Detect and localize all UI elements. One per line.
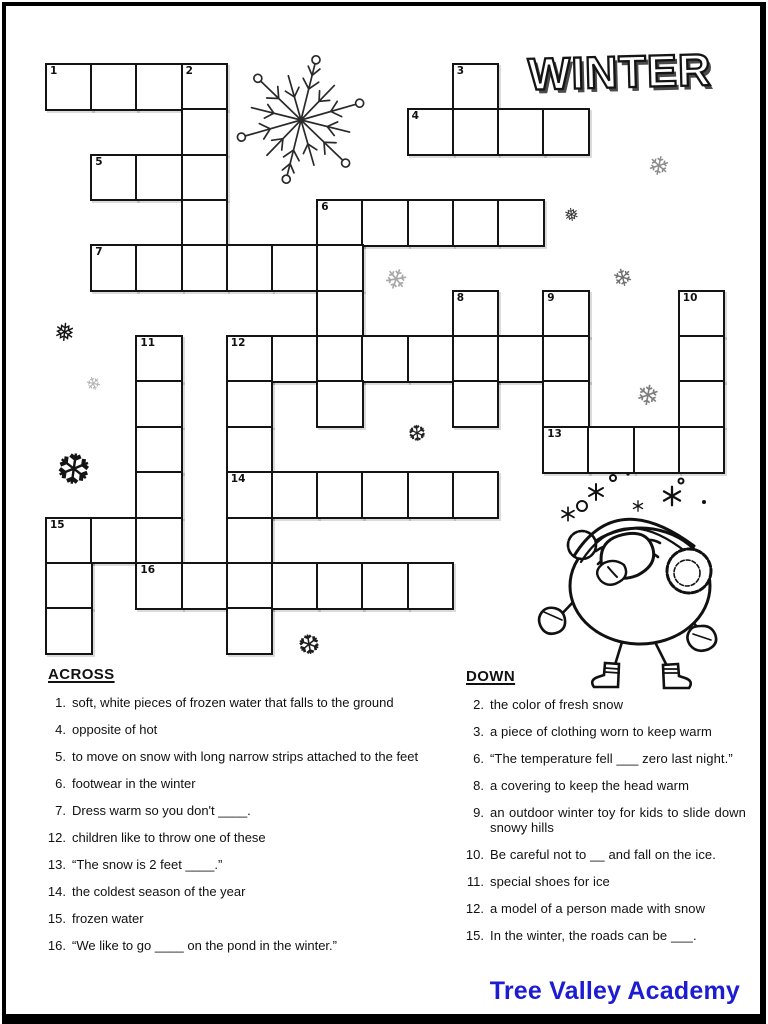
cell-number: 11 xyxy=(140,337,156,350)
cell-number: 13 xyxy=(547,427,562,440)
across-clue xyxy=(44,776,436,791)
clue-number: 4. xyxy=(55,722,66,737)
clue-text: In the winter, the roads can be ___. xyxy=(490,928,697,943)
crossword-cell[interactable] xyxy=(497,335,545,383)
down-clue xyxy=(462,724,746,739)
down-clue xyxy=(462,697,746,712)
crossword-cell[interactable] xyxy=(45,562,93,610)
crossword-cell[interactable] xyxy=(452,63,500,111)
clue-text: special shoes for ice xyxy=(490,874,610,889)
crossword-cell[interactable] xyxy=(226,380,274,428)
crossword-cell[interactable] xyxy=(316,380,364,428)
crossword-cell[interactable] xyxy=(45,607,93,655)
clue-text: a covering to keep the head warm xyxy=(490,778,690,793)
clue-number: 13. xyxy=(47,857,66,872)
crossword-cell[interactable] xyxy=(226,335,274,383)
down-heading: DOWN xyxy=(466,668,516,685)
snowflake-icon: ❆ xyxy=(52,443,95,496)
crossword-cell[interactable] xyxy=(361,471,409,519)
crossword-cell[interactable] xyxy=(226,471,274,519)
crossword-cell[interactable] xyxy=(135,63,183,111)
across-heading: ACROSS xyxy=(48,666,115,683)
clue-number: 16. xyxy=(47,938,66,953)
snowflake-icon: ❄ xyxy=(379,260,413,299)
down-clue xyxy=(462,901,746,916)
across-clue xyxy=(44,938,436,953)
clue-text: children like to throw one of these xyxy=(72,830,266,845)
clue-text: Dress warm so you don't ____. xyxy=(72,803,251,818)
clue-text: the color of fresh snow xyxy=(490,697,624,712)
crossword-cell[interactable] xyxy=(542,290,590,338)
across-section xyxy=(44,666,436,965)
snowflake-icon: ❆ xyxy=(294,627,323,662)
clue-number: 10. xyxy=(465,847,484,862)
clue-text: “The temperature fell ___ zero last night.” xyxy=(490,751,733,766)
across-clue xyxy=(44,803,436,818)
clue-number: 6. xyxy=(55,776,66,791)
cell-number: 15 xyxy=(50,518,65,531)
cell-number: 2 xyxy=(185,65,193,77)
down-clue xyxy=(462,805,746,835)
crossword-cell[interactable] xyxy=(452,108,500,156)
crossword-cell[interactable] xyxy=(361,335,409,383)
crossword-cell[interactable] xyxy=(316,562,364,610)
clue-number: 9. xyxy=(473,805,484,820)
clue-number: 5. xyxy=(55,749,66,764)
crossword-cell[interactable] xyxy=(135,335,183,383)
crossword-cell[interactable] xyxy=(316,290,364,338)
crossword-cell[interactable] xyxy=(407,199,455,247)
across-clue xyxy=(44,911,436,926)
cell-number: 4 xyxy=(411,110,419,123)
crossword-cell[interactable] xyxy=(678,335,726,383)
across-clue xyxy=(44,884,436,899)
clue-text: an outdoor winter toy for kids to slide down snowy hills xyxy=(490,805,746,835)
crossword-cell[interactable] xyxy=(497,199,545,247)
crossword-cell[interactable] xyxy=(45,63,93,111)
cell-number: 5 xyxy=(95,155,103,168)
across-clue xyxy=(44,695,436,710)
crossword-cell[interactable] xyxy=(135,517,183,565)
clue-text: opposite of hot xyxy=(72,722,158,737)
clue-text: a piece of clothing worn to keep warm xyxy=(490,724,712,739)
across-clue xyxy=(44,830,436,845)
crossword-cell[interactable] xyxy=(135,154,183,202)
crossword-cell[interactable] xyxy=(452,380,500,428)
crossword-cell[interactable] xyxy=(316,199,364,247)
cell-number: 12 xyxy=(230,337,246,350)
clue-text: “The snow is 2 feet ____.” xyxy=(72,857,223,872)
clue-text: to move on snow with long narrow strips attached to the feet xyxy=(72,749,419,764)
crossword-cell[interactable] xyxy=(407,335,455,383)
down-clue-list xyxy=(462,697,746,943)
crossword-cell[interactable] xyxy=(452,199,500,247)
crossword-cell[interactable] xyxy=(271,335,319,383)
crossword-cell[interactable] xyxy=(316,335,364,383)
down-section xyxy=(462,668,746,955)
crossword-cell[interactable] xyxy=(45,517,93,565)
crossword-cell[interactable] xyxy=(90,63,138,111)
clue-number: 1. xyxy=(55,695,66,710)
crossword-cell[interactable] xyxy=(316,244,364,292)
crossword-cell[interactable] xyxy=(271,471,319,519)
brand-footer: Tree Valley Academy xyxy=(489,977,740,1005)
crossword-cell[interactable] xyxy=(271,244,319,292)
cell-number: 9 xyxy=(547,291,555,304)
crossword-cell[interactable] xyxy=(226,244,274,292)
snowflake-icon: ❅ xyxy=(52,317,76,348)
clue-number: 14. xyxy=(47,884,66,899)
clue-number: 12. xyxy=(47,830,66,845)
crossword-cell[interactable] xyxy=(542,108,590,156)
across-clue xyxy=(44,722,436,737)
crossword-cell[interactable] xyxy=(542,426,590,474)
crossword-cell[interactable] xyxy=(135,562,183,610)
clue-text: a model of a person made with snow xyxy=(490,901,706,916)
crossword-cell[interactable] xyxy=(90,244,138,292)
clue-text: “We like to go ____ on the pond in the winter.” xyxy=(72,938,337,953)
clue-text: soft, white pieces of frozen water that falls to the ground xyxy=(72,695,394,710)
crossword-cell[interactable] xyxy=(226,562,274,610)
across-clue-list xyxy=(44,695,436,953)
cell-number: 8 xyxy=(456,291,465,304)
crossword-cell[interactable] xyxy=(361,562,409,610)
clue-number: 12. xyxy=(465,901,484,916)
crossword-cell[interactable] xyxy=(135,380,183,428)
cell-number: 1 xyxy=(50,65,58,77)
crossword-cell[interactable] xyxy=(407,471,455,519)
crossword-cell[interactable] xyxy=(587,426,635,474)
crossword-cell[interactable] xyxy=(226,517,274,565)
clue-number: 6. xyxy=(473,751,484,766)
crossword-cell[interactable] xyxy=(90,517,138,565)
down-clue xyxy=(462,874,746,889)
crossword-cell[interactable] xyxy=(361,199,409,247)
snowflake-icon: ❆ xyxy=(406,420,428,447)
crossword-cell[interactable] xyxy=(678,290,726,338)
clue-number: 11. xyxy=(466,874,484,889)
crossword-cell[interactable] xyxy=(226,426,274,474)
snowflake-icon: ❄ xyxy=(609,262,636,295)
across-clue xyxy=(44,749,436,764)
clue-text: Be careful not to __ and fall on the ice. xyxy=(490,847,716,862)
crossword-cell[interactable] xyxy=(226,607,274,655)
crossword-cell[interactable] xyxy=(452,335,500,383)
snowflake-icon: ❄ xyxy=(633,378,663,413)
crossword-cell[interactable] xyxy=(452,290,500,338)
crossword-cell[interactable] xyxy=(407,562,455,610)
snowflake-icon: ❄ xyxy=(83,372,104,396)
clue-number: 15. xyxy=(47,911,66,926)
clue-text: footwear in the winter xyxy=(72,776,196,791)
clue-number: 3. xyxy=(473,724,484,739)
cell-number: 16 xyxy=(140,563,156,576)
crossword-cell[interactable] xyxy=(181,199,229,247)
crossword-cell[interactable] xyxy=(542,380,590,428)
crossword-cell[interactable] xyxy=(135,471,183,519)
down-clue xyxy=(462,778,746,793)
snowflake-icon: ❅ xyxy=(562,204,581,226)
cell-number: 7 xyxy=(95,246,103,259)
crossword-cell[interactable] xyxy=(181,108,229,156)
crossword-cell[interactable] xyxy=(407,108,455,156)
cell-number: 14 xyxy=(230,473,246,486)
clue-text: frozen water xyxy=(72,911,144,926)
crossword-cell[interactable] xyxy=(181,63,229,111)
clue-number: 2. xyxy=(473,697,484,712)
cell-number: 6 xyxy=(321,201,329,214)
snowflake-icon: ❄ xyxy=(645,149,673,183)
crossword-cell[interactable] xyxy=(181,244,229,292)
down-clue xyxy=(462,751,746,766)
crossword-cell[interactable] xyxy=(90,154,138,202)
clue-number: 8. xyxy=(473,778,484,793)
page-title: WINTER xyxy=(527,43,713,100)
crossword-cell[interactable] xyxy=(181,562,229,610)
crossword-cell[interactable] xyxy=(316,471,364,519)
crossword-cell[interactable] xyxy=(135,244,183,292)
down-clue xyxy=(462,847,746,862)
clue-number: 15. xyxy=(465,928,484,943)
crossword-cell[interactable] xyxy=(271,562,319,610)
cell-number: 10 xyxy=(682,291,698,304)
crossword-cell[interactable] xyxy=(542,335,590,383)
falling-snow-icon xyxy=(562,472,706,520)
crossword-cell[interactable] xyxy=(678,380,726,428)
clue-text: the coldest season of the year xyxy=(72,884,246,899)
crossword-cell[interactable] xyxy=(633,426,681,474)
crossword-cell[interactable] xyxy=(678,426,726,474)
crossword-cell[interactable] xyxy=(135,426,183,474)
crossword-cell[interactable] xyxy=(452,471,500,519)
crossword-cell[interactable] xyxy=(181,154,229,202)
down-clue xyxy=(462,928,746,943)
clue-number: 7. xyxy=(55,803,66,818)
across-clue xyxy=(44,857,436,872)
cell-number: 3 xyxy=(456,65,465,77)
crossword-cell[interactable] xyxy=(497,108,545,156)
